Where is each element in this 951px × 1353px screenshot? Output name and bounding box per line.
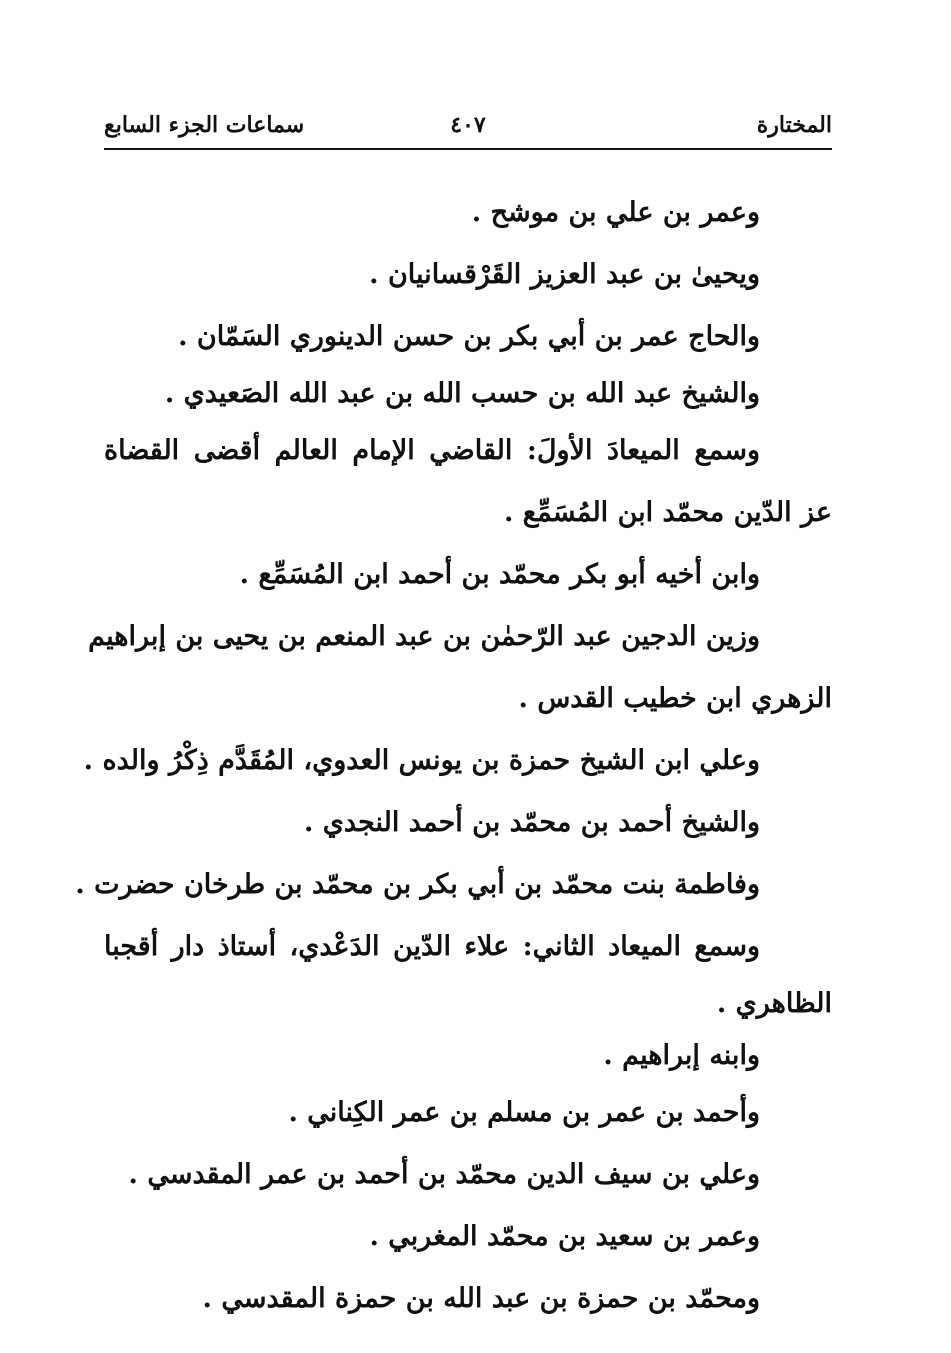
text-line: وعلي بن سيف الدين محمّد بن أحمد بن عمر المقدسي . bbox=[128, 1159, 760, 1190]
text-body bbox=[75, 182, 832, 1330]
text-line: ويحيىٰ بن عبد العزيز القَرْقسانيان . bbox=[369, 259, 760, 290]
text-line: وابن أخيه أبو بكر محمّد بن أحمد ابن المُسَمِّع . bbox=[239, 559, 760, 590]
running-head bbox=[104, 108, 832, 148]
text-line: وفاطمة بنت محمّد بن أبي بكر بن محمّد بن طرخان حضرت . bbox=[75, 869, 760, 900]
book-title: المختارة bbox=[756, 112, 832, 138]
text-line: وعمر بن علي بن موشح . bbox=[471, 197, 760, 228]
text-line: الزهري ابن خطيب القدس . bbox=[518, 683, 832, 714]
text-line: ومحمّد بن حمزة بن عبد الله بن حمزة المقدسي . bbox=[202, 1283, 760, 1314]
text-line: وأحمد بن عمر بن مسلم بن عمر الكِناني . bbox=[288, 1097, 760, 1128]
text-line: وابنه إبراهيم . bbox=[603, 1040, 760, 1071]
page-number: ٤٠٧ bbox=[450, 112, 486, 138]
text-line: والشيخ عبد الله بن حسب الله بن عبد الله الصَعيدي . bbox=[164, 378, 760, 409]
text-line: وزين الدجين عبد الرّحمٰن بن عبد المنعم بن يحيى بن إبراهيم bbox=[88, 621, 760, 652]
text-line: وسمع الميعادَ الأولَ: القاضي الإمام العالم أقضى القضاة bbox=[104, 435, 760, 466]
text-line: وعمر بن سعيد بن محمّد المغربي . bbox=[369, 1221, 760, 1252]
text-line: الظاهري . bbox=[716, 988, 832, 1019]
section-title: سماعات الجزء السابع bbox=[104, 112, 305, 138]
header-divider bbox=[104, 148, 832, 150]
text-line: وعلي ابن الشيخ حمزة بن يونس العدوي، المُقَدَّم ذِكْرُ والده . bbox=[83, 745, 760, 776]
text-line: وسمع الميعاد الثاني: علاء الدّين الدَعْدي، أستاذ دار أقجبا bbox=[104, 931, 760, 962]
text-line: والشيخ أحمد بن محمّد بن أحمد النجدي . bbox=[304, 807, 760, 838]
text-line: عز الدّين محمّد ابن المُسَمِّع . bbox=[503, 497, 832, 528]
text-line: والحاج عمر بن أبي بكر بن حسن الدينوري السَمّان . bbox=[178, 321, 760, 352]
